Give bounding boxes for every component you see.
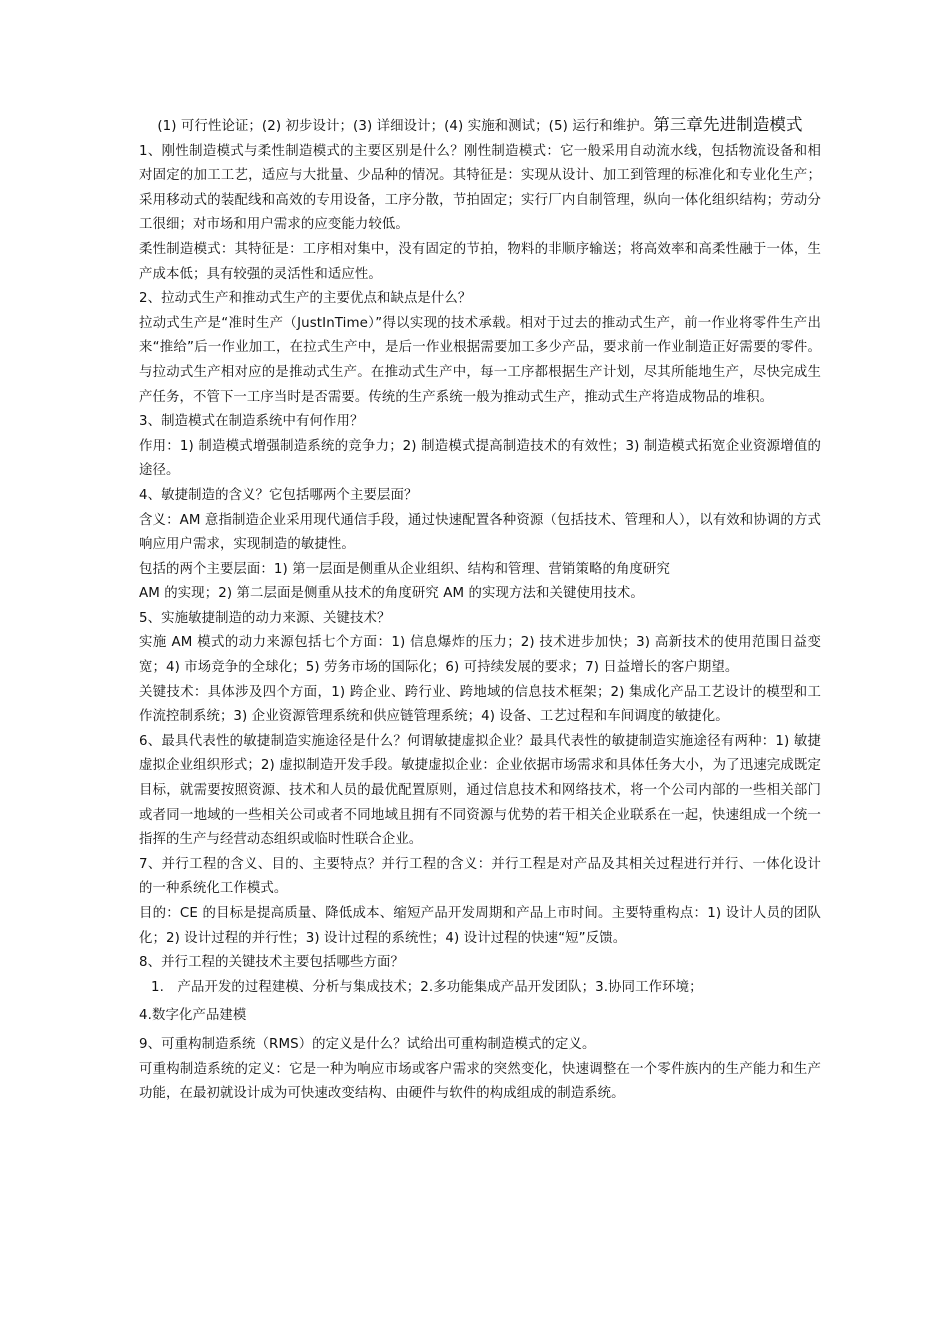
q4-layers-line2: AM 的实现；2) 第二层面是侧重从技术的角度研究 AM 的实现方法和关键使用技术。	[139, 586, 644, 602]
flexible-mode-paragraph: 柔性制造模式：其特征是：工序相对集中，没有固定的节拍，物料的非顺序输送；将高效率和高柔性融于一体，生产成本低；具有较强的灵活性和适应性。	[139, 241, 821, 282]
q2-answer: 拉动式生产是“准时生产（JustInTime）”得以实现的技术承载。相对于过去的推动式生产，前一作业将零件生产出来“推给”后一作业加工，在拉式生产中，是后一作业根据需要加工多少产品，要求前一作业制造正好需要的零件。与拉动式生产相对应的是推动式生产。在推动式生产中，每一工序都根据生产计划，尽其所能地生产，尽快完成生产任务，不管下一工序当时是否需要。传统的生产系统一般为推动式生产，推动式生产将造成物品的堆积。	[139, 315, 821, 405]
q9-heading: 9、可重构制造系统（RMS）的定义是什么？试给出可重构制造模式的定义。	[139, 1036, 596, 1052]
intro-line	[139, 113, 821, 140]
process-stages: (1) 可行性论证；(2) 初步设计；(3) 详细设计；(4) 实施和测试；(5) 运行和维护。	[157, 119, 654, 134]
q5-drivers: 实施 AM 模式的动力来源包括七个方面：1) 信息爆炸的压力；2) 技术进步加快；3) 高新技术的使用范围日益变宽；4) 市场竞争的全球化；5) 劳务市场的国际化；6) 可持续发展的要求；7) 日益增长的客户期望。	[139, 635, 821, 676]
q1-paragraph: 1、刚性制造模式与柔性制造模式的主要区别是什么？刚性制造模式：它一般采用自动流水线，包括物流设备和相对固定的加工工艺，适应与大批量、少品种的情况。其特征是：实现从设计、加工到管理的标准化和专业化生产；采用移动式的装配线和高效的专用设备，工序分散，节拍固定；实行厂内自制管理，纵向一体化组织结构；劳动分工很细；对市场和用户需求的应变能力较低。	[139, 143, 821, 233]
document-body	[139, 113, 821, 1107]
q4-layers-line1: 包括的两个主要层面：1) 第一层面是侧重从企业组织、结构和管理、营销策略的角度研究	[139, 561, 670, 577]
q9-answer: 可重构制造系统的定义：它是一种为响应市场或客户需求的突然变化，快速调整在一个零件族内的生产能力和生产功能，在最初就设计成为可快速改变结构、由硬件与软件的构成组成的制造系统。	[139, 1061, 821, 1102]
q3-heading: 3、制造模式在制造系统中有何作用？	[139, 414, 364, 430]
q6-paragraph: 6、最具代表性的敏捷制造实施途径是什么？何谓敏捷虚拟企业？最具代表性的敏捷制造实施途径有两种：1) 敏捷虚拟企业组织形式；2) 虚拟制造开发手段。敏捷虚拟企业：企业依据市场需求和具体任务大小，为了迅速完成既定目标，就需要按照资源、技术和人员的最优配置原则，通过信息技术和网络技术，将一个公司内部的一些相关部门或者同一地域的一些相关公司或者不同地域且拥有不同资源与优势的若干相关企业联系在一起，快速组成一个统一指挥的生产与经营动态组织或临时性联合企业。	[139, 733, 821, 848]
q5-key-tech: 关键技术：具体涉及四个方面，1) 跨企业、跨行业、跨地域的信息技术框架；2) 集成化产品工艺设计的模型和工作流控制系统；3) 企业资源管理系统和供应链管理系统；4) 设备、工艺过程和车间调度的敏捷化。	[139, 684, 821, 725]
q3-answer: 作用：1) 制造模式增强制造系统的竞争力；2) 制造模式提高制造技术的有效性；3) 制造模式拓宽企业资源增值的途径。	[139, 438, 821, 479]
q7-paragraph: 7、并行工程的含义、目的、主要特点？并行工程的含义：并行工程是对产品及其相关过程进行并行、一体化设计的一种系统化工作模式。	[139, 856, 821, 897]
q8-list-item: 1. 产品开发的过程建模、分析与集成技术；2.多功能集成产品开发团队；3.协同工作环境；	[151, 979, 703, 995]
q7-goal: 目的：CE 的目标是提高质量、降低成本、缩短产品开发周期和产品上市时间。主要特重构点：1) 设计人员的团队化；2) 设计过程的并行性；3) 设计过程的系统性；4) 设计过程的快速“短”反馈。	[139, 906, 821, 946]
q8-heading: 8、并行工程的关键技术主要包括哪些方面？	[139, 955, 404, 971]
q5-heading: 5、实施敏捷制造的动力来源、关键技术？	[139, 610, 391, 626]
q4-definition: 含义：AM 意指制造企业采用现代通信手段，通过快速配置各种资源（包括技术、管理和人），以有效和协调的方式响应用户需求，实现制造的敏捷性。	[139, 512, 821, 553]
chapter-title: 第三章先进制造模式	[653, 115, 803, 134]
q2-heading: 2、拉动式生产和推动式生产的主要优点和缺点是什么？	[139, 291, 472, 307]
q4-heading: 4、敏捷制造的含义？它包括哪两个主要层面？	[139, 487, 418, 503]
q8-list-continuation: 4.数字化产品建模	[139, 1008, 247, 1024]
